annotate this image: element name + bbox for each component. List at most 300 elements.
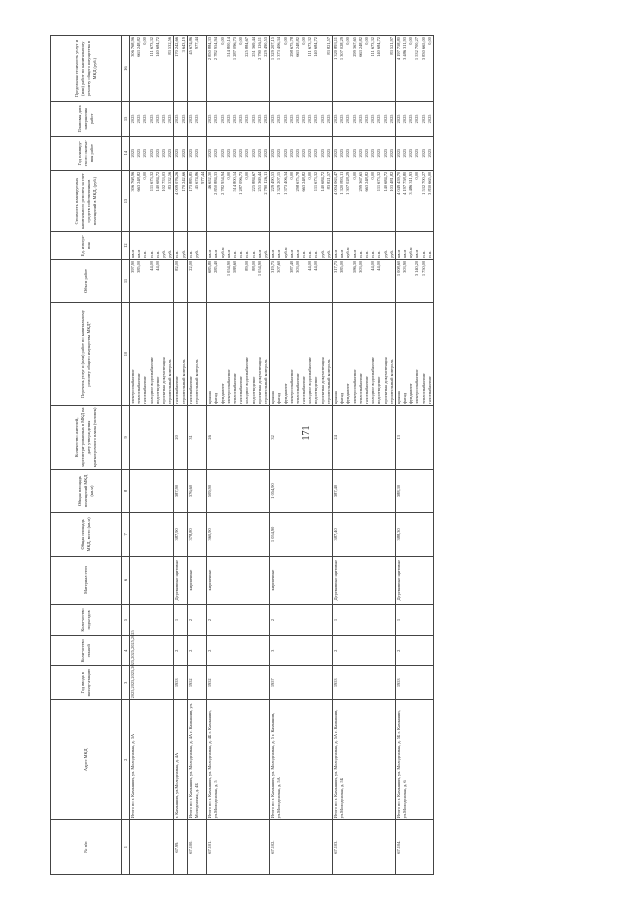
cost-limit-item: 1 329 207,15 xyxy=(270,37,276,61)
commission-year: 2025,2025,2025,2025,2025,2025,2025 xyxy=(130,666,174,700)
cost-limit-item: 225 884,67 xyxy=(244,37,250,57)
unit-item: п.м. xyxy=(232,250,237,258)
completion-year-item: 2025 xyxy=(420,148,426,158)
completion-year-item: 2025 xyxy=(148,148,154,158)
unit-item: руб. xyxy=(262,250,268,258)
entrance-count: 2 xyxy=(187,604,207,636)
mkd-address: Итого по г. Камышин, ул. Молодежная, д. 4А г. Камышин, ул. Молодежная, д. 4Б xyxy=(187,700,207,820)
planned-cost-item: 298 675,78 xyxy=(294,171,300,192)
work-volume-item: 303,90 xyxy=(402,260,408,273)
premises-area xyxy=(130,469,174,512)
planned-date-item: 2025 xyxy=(193,114,199,124)
work-volume-item: 307,60 xyxy=(276,260,282,273)
work-type xyxy=(395,303,433,406)
planned-cost-item: 1 373 406,34 xyxy=(282,171,288,195)
wall-material: кирпичные xyxy=(270,556,333,604)
completion-year-item: 2025 xyxy=(333,148,338,158)
unit-item: п.м. xyxy=(420,250,426,258)
premises-area: 387,40 xyxy=(333,469,396,512)
work-type-item: холодное водоснабжение xyxy=(307,357,313,404)
work-volume-item: 1 008,60 xyxy=(395,260,401,277)
work-type-item: газоснабжение xyxy=(142,376,148,404)
work-volume xyxy=(270,259,333,302)
unit-item: куб.м xyxy=(219,247,225,258)
completion-year-item: 2025 xyxy=(345,148,351,158)
cost-limit-item: 977,44 xyxy=(193,37,199,50)
work-type-item: крыша xyxy=(207,391,213,404)
work-volume-item xyxy=(427,261,433,301)
table-row xyxy=(395,36,433,875)
column-header: Коли-чество этажей xyxy=(51,636,122,666)
completion-year xyxy=(395,136,433,170)
work-type-item: холодное водоснабжение xyxy=(148,357,154,404)
work-volume-item: 387,40 xyxy=(288,260,294,273)
unit-item: кв.м xyxy=(213,249,219,258)
unit-item: руб. xyxy=(180,250,186,258)
planned-cost-item: 299 367,65 xyxy=(357,171,363,192)
planned-cost xyxy=(130,170,174,232)
work-volume-item: 303,00 xyxy=(357,260,363,273)
completion-year-item: 2025 xyxy=(193,148,199,158)
entrance-count: 1 xyxy=(395,604,433,636)
unit-item: руб. xyxy=(388,250,394,258)
completion-year-item: 2025 xyxy=(219,148,225,158)
planned-date xyxy=(270,102,333,136)
work-volume-item: 82,00 xyxy=(174,260,180,271)
work-type-item: крыша xyxy=(333,391,338,404)
work-volume-item: 285,40 xyxy=(213,260,219,273)
unit-item: руб. xyxy=(319,250,325,258)
completion-year-item: 2025 xyxy=(167,148,173,158)
planned-date-item: 2025 xyxy=(270,114,276,124)
cost-limit-item: 0,00 xyxy=(219,37,225,45)
work-type xyxy=(174,303,187,406)
total-area: 387,90 xyxy=(174,513,187,556)
rotated-document xyxy=(50,35,595,875)
page-number: 171 xyxy=(301,425,312,441)
planned-date-item: 2025 xyxy=(244,114,250,124)
table-row xyxy=(333,36,396,875)
work-type-item: проектная документация xyxy=(160,357,166,404)
column-header: Предельная стоимость услуг и (или) работ по капитальному ремонту общего имущества в МКД (руб.) xyxy=(51,36,122,102)
unit-item: п.м. xyxy=(238,250,244,258)
completion-year-item: 2025 xyxy=(276,148,282,158)
completion-year-item: 2025 xyxy=(388,148,394,158)
wall-material: кирпичные xyxy=(187,556,207,604)
commission-year: 1957 xyxy=(270,666,333,700)
planned-date-item: 2025 xyxy=(207,114,213,124)
planned-cost-item: 2 790 126,11 xyxy=(262,171,268,195)
planned-date-item: 2025 xyxy=(213,114,219,124)
planned-cost-item: 2 850 884,33 xyxy=(213,171,219,195)
unit-item: кв.м xyxy=(294,249,300,258)
premises-area: 387,90 xyxy=(174,469,187,512)
cost-limit-item: 140 684,72 xyxy=(313,37,319,57)
planned-date xyxy=(130,102,174,136)
work-volume xyxy=(395,259,433,302)
planned-date-item: 2025 xyxy=(288,114,294,124)
planned-date-item: 2025 xyxy=(408,114,414,124)
commission-year: 1953 xyxy=(395,666,433,700)
planned-date-item: 2025 xyxy=(250,114,256,124)
unit-item: руб. xyxy=(167,250,173,258)
planned-date-item: 2025 xyxy=(148,114,154,124)
planned-date-item: 2025 xyxy=(174,114,180,124)
cost-limit xyxy=(130,36,174,102)
commission-year: 1952 xyxy=(207,666,270,700)
unit xyxy=(395,232,433,259)
work-volume xyxy=(207,259,270,302)
planned-cost-item: 0,00 xyxy=(414,171,420,180)
planned-cost-item: 4 004 063,47 xyxy=(333,171,338,195)
work-volume-item: 588,60 xyxy=(232,260,237,273)
cost-limit-item: 251 369,44 xyxy=(250,37,256,57)
planned-date-item: 2025 xyxy=(395,114,401,124)
resident-count: 32 xyxy=(270,405,333,469)
unit-item: руб. xyxy=(382,250,388,258)
planned-date-item: 2025 xyxy=(333,114,338,124)
work-volume-item: 385,00 xyxy=(339,260,345,273)
planned-cost-item: 663 248,82 xyxy=(363,171,369,192)
planned-cost-item: 173 885,85 xyxy=(187,171,193,192)
row-number: 67.104. xyxy=(395,820,433,875)
work-type-item: строительный контроль xyxy=(325,359,331,404)
column-header: Общая площадь помещений МКД (кв.м) xyxy=(51,469,122,512)
cost-limit-item: 170 242,66 xyxy=(174,37,180,57)
unit-item: кв.м xyxy=(207,249,213,258)
completion-year-item: 2025 xyxy=(382,148,388,158)
cost-limit-item: 83 532,56 xyxy=(167,37,173,55)
column-header: Год планиру-емого оконча-ния работ xyxy=(51,136,122,170)
completion-year-item: 2025 xyxy=(213,148,219,158)
column-number: 12 xyxy=(122,232,130,259)
unit-item: п.м. xyxy=(376,250,382,258)
work-type-item: теплоснабжение xyxy=(294,373,300,404)
work-volume-item: 303,00 xyxy=(294,260,300,273)
cost-limit-item: 1 287 096,73 xyxy=(232,37,237,61)
cost-limit-item: 298 675,78 xyxy=(288,37,294,57)
planned-cost-item: 111 673,32 xyxy=(376,171,382,192)
work-volume-item xyxy=(389,261,395,301)
row-number: 67.100. xyxy=(187,820,207,875)
completion-year-item: 2025 xyxy=(402,148,408,158)
completion-year-item: 2025 xyxy=(130,148,135,158)
cost-limit-item: 514 800,14 xyxy=(225,37,231,57)
mkd-address: г. Камышин, ул.Молодежная, д. 4А xyxy=(174,700,187,820)
work-type xyxy=(207,303,270,406)
planned-cost-item: 46 652,30 xyxy=(207,171,213,190)
planned-date-item: 2025 xyxy=(294,114,300,124)
work-volume-item xyxy=(181,261,187,301)
column-number: 15 xyxy=(122,102,130,136)
floor-count: 2 xyxy=(395,636,433,666)
unit xyxy=(333,232,396,259)
column-number-row xyxy=(122,36,130,875)
planned-date-item: 2025 xyxy=(130,114,135,124)
table-row xyxy=(130,36,174,875)
planned-date-item: 2025 xyxy=(276,114,282,124)
work-type-item: фундамент xyxy=(282,383,288,404)
planned-cost-item: 1 307 028,29 xyxy=(345,171,351,195)
cost-limit-item: 663 248,82 xyxy=(136,37,142,57)
column-number: 6 xyxy=(122,556,130,604)
planned-cost-item: 2 782 954,94 xyxy=(219,171,225,195)
work-type-item: теплоснабжение xyxy=(420,373,426,404)
planned-cost-item: 170 242,66 xyxy=(180,171,186,192)
work-type-item: фундамент xyxy=(219,383,225,404)
planned-date-item: 2025 xyxy=(376,114,382,124)
planned-cost-item: 0,00 xyxy=(244,171,250,180)
unit-item: куб.м xyxy=(345,247,351,258)
completion-year-item: 2025 xyxy=(363,148,369,158)
unit xyxy=(130,232,174,259)
unit-item: кв.м xyxy=(395,249,401,258)
unit-item: п.м. xyxy=(142,250,148,258)
unit xyxy=(207,232,270,259)
column-number: 2 xyxy=(122,700,130,820)
unit-item: п.м. xyxy=(313,250,319,258)
work-type-item: электроснабжение xyxy=(414,369,420,404)
wall-material: Деревянные щитовые xyxy=(333,556,396,604)
column-number: 14 xyxy=(122,136,130,170)
work-volume-item xyxy=(326,261,332,301)
planned-cost xyxy=(395,170,433,232)
completion-year xyxy=(174,136,187,170)
column-number: 10 xyxy=(122,303,130,406)
unit-item: п.м. xyxy=(187,250,193,258)
cost-limit-item: 0,00 xyxy=(142,37,148,45)
cost-limit-item: 3 643,19 xyxy=(180,37,186,53)
planned-cost-item: 111 673,32 xyxy=(148,171,154,192)
commission-year: 1952 xyxy=(187,666,207,700)
cost-limit-item: 140 684,72 xyxy=(154,37,160,57)
planned-cost-item: 977,44 xyxy=(200,171,206,184)
column-header: Стоимость планируемых капитального ремонта за счет средств собственников помещений в МКД, (руб.) xyxy=(51,170,122,232)
planned-date-item: 2025 xyxy=(339,114,345,124)
table-row xyxy=(207,36,270,875)
planned-cost-item: 663 248,82 xyxy=(301,171,307,192)
resident-count: 13 xyxy=(395,405,433,469)
total-area: 1 054,90 xyxy=(270,513,333,556)
completion-year-item: 2025 xyxy=(376,148,382,158)
unit-item: п.м. xyxy=(174,250,180,258)
work-type-item: крыша xyxy=(395,391,401,404)
completion-year-item: 2025 xyxy=(207,148,213,158)
unit-item: кв.м xyxy=(414,249,420,258)
planned-cost-item: 102 753,03 xyxy=(160,171,166,192)
work-volume-item xyxy=(167,261,173,301)
planned-cost-item: 229 490,53 xyxy=(270,171,276,192)
unit-item: кв.м xyxy=(339,249,345,258)
completion-year-item: 2025 xyxy=(238,148,244,158)
column-number: 1 xyxy=(122,820,130,875)
planned-cost-item: 514 800,14 xyxy=(232,171,237,192)
planned-date-item: 2025 xyxy=(301,114,307,124)
planned-date-item: 2025 xyxy=(238,114,244,124)
planned-date-item: 2025 xyxy=(345,114,351,124)
row-number xyxy=(130,820,174,875)
entrance-count: 2 xyxy=(270,604,333,636)
planned-cost-item: 1 532 700,27 xyxy=(420,171,426,195)
column-header: № п/п xyxy=(51,820,122,875)
completion-year-item: 2025 xyxy=(232,148,237,158)
work-type-item: строительный контроль xyxy=(262,359,268,404)
wall-material xyxy=(130,556,174,604)
completion-year-item: 2025 xyxy=(282,148,288,158)
row-number: 67.99. xyxy=(174,820,187,875)
resident-count: 20 xyxy=(174,405,187,469)
work-type-item: электроснабжение xyxy=(225,369,231,404)
completion-year-item: 2025 xyxy=(262,148,268,158)
cost-limit-item: 45 674,86 xyxy=(187,37,193,55)
unit-item: п.м. xyxy=(250,250,256,258)
column-number: 16 xyxy=(122,36,130,102)
unit xyxy=(270,232,333,259)
work-volume-item: 385,00 xyxy=(136,260,142,273)
planned-date-item: 2025 xyxy=(136,114,142,124)
completion-year-item: 2025 xyxy=(414,148,420,158)
completion-year-item: 2025 xyxy=(136,148,142,158)
cost-limit-item: 0,00 xyxy=(282,37,288,45)
planned-date-item: 2025 xyxy=(282,114,288,124)
column-header: Перечень услуг и (или) работ по капитальному ремонту общего имущества МКД* xyxy=(51,303,122,406)
planned-date-item: 2025 xyxy=(325,114,331,124)
completion-year-item: 2025 xyxy=(160,148,166,158)
planned-date-item: 2025 xyxy=(420,114,426,124)
cost-limit-item: 306 768,96 xyxy=(130,37,135,57)
work-type xyxy=(187,303,207,406)
completion-year-item: 2025 xyxy=(288,148,294,158)
unit-item: кв.м xyxy=(333,249,338,258)
work-type-item: газоснабжение xyxy=(426,376,432,404)
work-volume-item: 586,30 xyxy=(351,260,357,273)
cost-limit-item: 229 490,53 xyxy=(262,37,268,57)
planned-date-item: 2025 xyxy=(313,114,319,124)
work-volume-item: 44,00 xyxy=(148,260,154,271)
resident-count: 31 xyxy=(187,405,207,469)
column-number: 8 xyxy=(122,469,130,512)
planned-date-item: 2025 xyxy=(357,114,363,124)
completion-year-item: 2025 xyxy=(174,148,180,158)
commission-year: 1953 xyxy=(174,666,187,700)
unit-item: кв.м xyxy=(225,249,231,258)
unit-item: руб. xyxy=(325,250,331,258)
column-number: 13 xyxy=(122,170,130,232)
unit-item: п.м. xyxy=(244,250,250,258)
completion-year-item: 2025 xyxy=(270,148,276,158)
table-row xyxy=(270,36,333,875)
work-type-item: газоснабжение xyxy=(301,376,307,404)
unit-item: руб. xyxy=(160,250,166,258)
unit-item: п.м. xyxy=(307,250,313,258)
completion-year xyxy=(207,136,270,170)
floor-count: 2 xyxy=(187,636,207,666)
work-type-item: газоснабжение xyxy=(174,376,180,404)
cost-limit xyxy=(187,36,207,102)
cost-limit-item: 111 673,32 xyxy=(148,37,154,57)
row-number: 67.101. xyxy=(207,820,270,875)
wall-material: Деревянные щитовые xyxy=(395,556,433,604)
column-number: 7 xyxy=(122,513,130,556)
entrance-count: 1 xyxy=(333,604,396,636)
planned-date xyxy=(333,102,396,136)
work-type-item: газоснабжение xyxy=(238,376,244,404)
unit-item: п.м. xyxy=(301,250,307,258)
planned-date-item: 2025 xyxy=(351,114,357,124)
work-type-item: проектная документация xyxy=(382,357,388,404)
cost-limit-item: 0,00 xyxy=(238,37,244,45)
cost-limit-item: 1 307 028,29 xyxy=(339,37,345,61)
entrance-count: 1 xyxy=(174,604,187,636)
completion-year-item: 2025 xyxy=(408,148,414,158)
planned-cost xyxy=(270,170,333,232)
mkd-address: Итого по г. Камышин, ул. Молодежная, д. 5 г. Камышин, ул.Молодежная, д. 5А xyxy=(270,700,333,820)
work-type-item: фундамент xyxy=(408,383,414,404)
work-volume-item: 317,75 xyxy=(333,260,338,273)
work-type-item: крыша xyxy=(270,391,276,404)
planned-cost-item: 0,00 xyxy=(307,171,313,180)
planned-cost-item: 140 684,72 xyxy=(154,171,160,192)
total-area: 360,90 xyxy=(207,513,270,556)
work-volume-item: 44,00 xyxy=(313,260,319,271)
cost-limit xyxy=(207,36,270,102)
planned-date-item: 2025 xyxy=(414,114,420,124)
column-number: 9 xyxy=(122,405,130,469)
completion-year-item: 2025 xyxy=(339,148,345,158)
work-type-item: электроснабжение xyxy=(288,369,294,404)
cost-limit-item: 663 248,82 xyxy=(294,37,300,57)
planned-cost-item: 1 320 893,11 xyxy=(339,171,345,195)
work-volume xyxy=(187,259,207,302)
cost-limit-item: 111 673,32 xyxy=(370,37,376,57)
cost-limit-item: 2 790 126,11 xyxy=(256,37,262,60)
planned-date xyxy=(395,102,433,136)
row-number: 67.102. xyxy=(270,820,333,875)
planned-date-item: 2025 xyxy=(382,114,388,124)
cost-limit-item: 111 673,32 xyxy=(307,37,313,57)
planned-cost-item: 225 884,67 xyxy=(250,171,256,192)
entrance-count: 2 xyxy=(207,604,270,636)
work-type-item: водоотведение xyxy=(376,376,382,404)
wall-material: кирпичные xyxy=(207,556,270,604)
unit-item: куб.м xyxy=(282,247,288,258)
planned-date-item: 2025 xyxy=(142,114,148,124)
premises-area: 1 054,90 xyxy=(270,469,333,512)
planned-date-item: 2025 xyxy=(167,114,173,124)
planned-cost-item: 45 674,86 xyxy=(193,171,199,190)
work-type xyxy=(333,303,396,406)
mkd-address: Итого по г. Камышин, ул. Молодежная, д. 5Б г. Камышин, ул.Молодежная, д. 6 xyxy=(395,700,433,820)
entrance-count xyxy=(130,604,174,636)
work-type-item: газоснабжение xyxy=(187,376,193,404)
unit xyxy=(174,232,187,259)
column-header: Количество жителей, зарегистри-рованных в МКД на дату утверждения краткосрочного плана (человек) xyxy=(51,405,122,469)
cost-limit xyxy=(333,36,396,102)
planned-date-item: 2025 xyxy=(225,114,231,124)
cost-limit xyxy=(174,36,187,102)
work-type-item: фундамент xyxy=(345,383,351,404)
column-header: Материал стен xyxy=(51,556,122,604)
planned-date-item: 2025 xyxy=(180,114,186,124)
cost-limit-item: 0,00 xyxy=(301,37,307,45)
cost-limit-item: 0,00 xyxy=(363,37,369,45)
completion-year xyxy=(187,136,207,170)
resident-count xyxy=(130,405,174,469)
resident-count: 26 xyxy=(207,405,270,469)
table-header-row xyxy=(51,36,122,875)
unit-item: кв.м xyxy=(130,249,135,258)
planned-date-item: 2025 xyxy=(319,114,325,124)
